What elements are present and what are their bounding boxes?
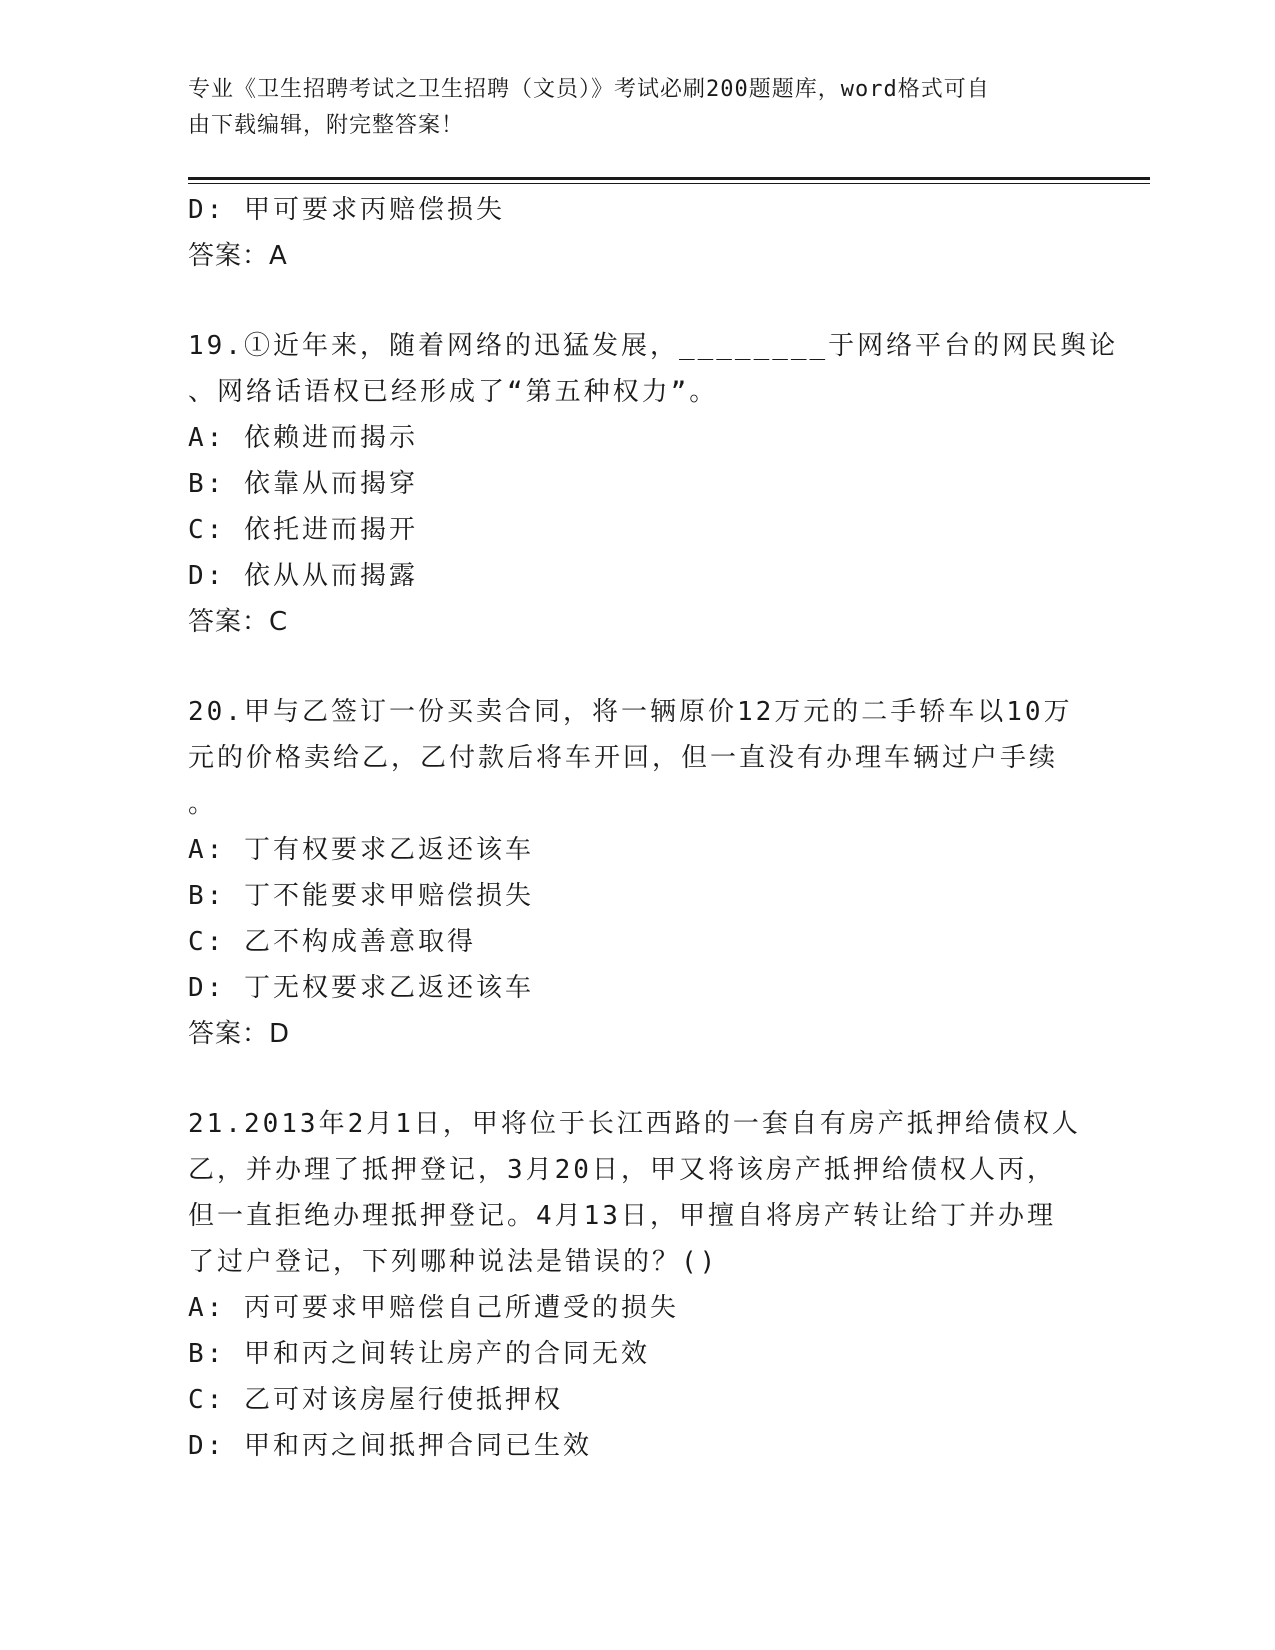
question-text-line: 了过户登记，下列哪种说法是错误的？() [188, 1247, 719, 1277]
header-divider-thick [188, 177, 1150, 180]
option-a: A: 丙可要求甲赔偿自己所遭受的损失 [188, 1293, 679, 1323]
header-divider-thin [188, 183, 1150, 184]
spacer [188, 645, 1088, 689]
option-b: B: 甲和丙之间转让房产的合同无效 [188, 1339, 650, 1369]
option-c: C: 乙可对该房屋行使抵押权 [188, 1385, 563, 1415]
option-c: C: 乙不构成善意取得 [188, 927, 476, 957]
answer: 答案：D [188, 1019, 291, 1049]
question-text-line: 、网络话语权已经形成了“第五种权力”。 [188, 377, 719, 407]
header-line-1: 专业《卫生招聘考试之卫生招聘（文员）》考试必刷200题题库，word格式可自 [188, 77, 990, 102]
option-b: B: 丁不能要求甲赔偿损失 [188, 881, 534, 911]
question-text-line: 但一直拒绝办理抵押登记。4月13日，甲擅自将房产转让给丁并办理 [188, 1201, 1056, 1231]
spacer [188, 279, 1088, 323]
answer: 答案：C [188, 607, 289, 637]
question-text-line: 元的价格卖给乙，乙付款后将车开回，但一直没有办理车辆过户手续 [188, 743, 1059, 773]
option-a: A: 丁有权要求乙返还该车 [188, 835, 534, 865]
document-header [188, 72, 1068, 144]
question-19 [188, 323, 1119, 645]
question-text-line: 19.①近年来，随着网络的迅猛发展，________于网络平台的网民舆论 [188, 331, 1119, 361]
question-20 [188, 689, 1088, 1057]
question-text-line: 。 [188, 789, 218, 819]
question-list [188, 187, 1119, 1469]
option-c: C: 依托进而揭开 [188, 515, 418, 545]
option-d: D: 甲可要求丙赔偿损失 [188, 195, 505, 225]
question-18-tail [188, 187, 1088, 279]
option-b: B: 依靠从而揭穿 [188, 469, 418, 499]
question-21 [188, 1101, 1088, 1469]
question-text-line: 21.2013年2月1日，甲将位于长江西路的一套自有房产抵押给债权人 [188, 1109, 1081, 1139]
spacer [188, 1057, 1088, 1101]
question-text-line: 20.甲与乙签订一份买卖合同，将一辆原价12万元的二手轿车以10万 [188, 697, 1073, 727]
option-d: D: 甲和丙之间抵押合同已生效 [188, 1431, 592, 1461]
question-text-line: 乙，并办理了抵押登记，3月20日，甲又将该房产抵押给债权人丙， [188, 1155, 1056, 1185]
option-d: D: 丁无权要求乙返还该车 [188, 973, 534, 1003]
header-line-2: 由下载编辑，附完整答案！ [188, 113, 465, 138]
option-d: D: 依从从而揭露 [188, 561, 418, 591]
answer: 答案：A [188, 241, 288, 271]
option-a: A: 依赖进而揭示 [188, 423, 418, 453]
